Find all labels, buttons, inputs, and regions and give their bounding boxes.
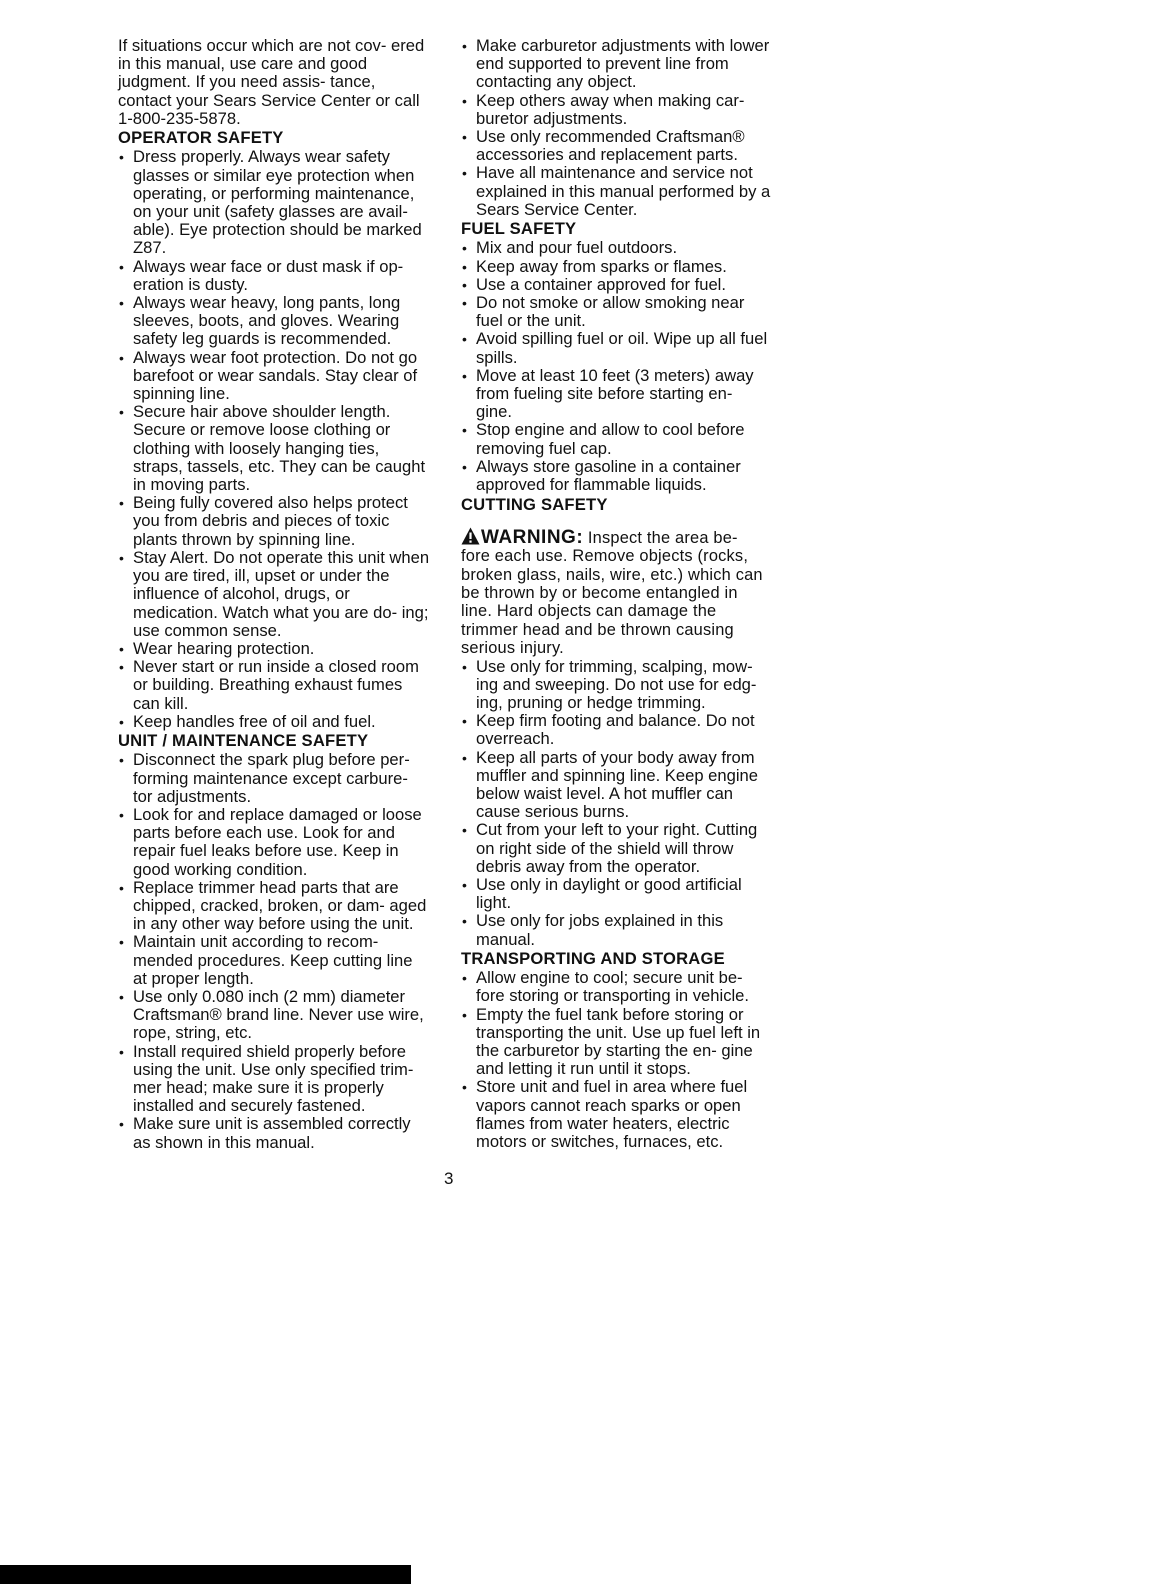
list-item: • Allow engine to cool; secure unit be- fore storing or transporting in vehicle.	[461, 969, 771, 1005]
cutting-safety-list	[461, 658, 771, 949]
operator-safety-heading: OPERATOR SAFETY	[118, 128, 284, 148]
list-item: • Always wear face or dust mask if op- eration is dusty.	[118, 258, 430, 294]
warning-block	[461, 527, 771, 658]
left-column	[118, 37, 430, 1152]
list-item: • Never start or run inside a closed room or building. Breathing exhaust fumes can kill.	[118, 658, 430, 713]
list-item: • Maintain unit according to recom- mended procedures. Keep cutting line at proper length.	[118, 933, 430, 988]
list-item: • Wear hearing protection.	[118, 640, 430, 658]
page-number: 3	[444, 1169, 454, 1188]
list-item: • Mix and pour fuel outdoors.	[461, 239, 771, 257]
list-item: • Look for and replace damaged or loose parts before each use. Look for and repair fuel leaks before use. Keep in good working condition.	[118, 806, 430, 879]
list-item: • Keep handles free of oil and fuel.	[118, 713, 430, 731]
transporting-storage-heading: TRANSPORTING AND STORAGE	[461, 948, 725, 968]
list-item: • Cut from your left to your right. Cutting on right side of the shield will throw debris away from the operator.	[461, 821, 771, 876]
list-item: • Stay Alert. Do not operate this unit when you are tired, ill, upset or under the influence of alcohol, drugs, or medication. Watch what you are do- ing; use common sense.	[118, 549, 430, 640]
list-item: • Keep all parts of your body away from muffler and spinning line. Keep engine below waist level. A hot muffler can cause serious burns.	[461, 749, 771, 822]
list-item: • Secure hair above shoulder length. Secure or remove loose clothing or clothing with loosely hanging ties, straps, tassels, etc. They can be caught in moving parts.	[118, 403, 430, 494]
list-item: • Use only for jobs explained in this manual.	[461, 912, 771, 948]
unit-maintenance-list-left	[118, 751, 430, 1151]
list-item: • Keep others away when making car- buretor adjustments.	[461, 92, 771, 128]
list-item: • Always wear foot protection. Do not go barefoot or wear sandals. Stay clear of spinning line.	[118, 349, 430, 404]
list-item: • Keep firm footing and balance. Do not overreach.	[461, 712, 771, 748]
list-item: • Have all maintenance and service not explained in this manual performed by a Sears Service Center.	[461, 164, 771, 219]
list-item: • Being fully covered also helps protect you from debris and pieces of toxic plants thrown by spinning line.	[118, 494, 430, 549]
unit-maintenance-list-right	[461, 37, 771, 219]
list-item: • Always store gasoline in a container approved for flammable liquids.	[461, 458, 771, 494]
footer-bar	[0, 1565, 411, 1584]
cutting-safety-heading: CUTTING SAFETY	[461, 495, 608, 515]
list-item: • Avoid spilling fuel or oil. Wipe up all fuel spills.	[461, 330, 771, 366]
warning-triangle-icon	[461, 527, 480, 545]
warning-text: Inspect the area be- fore each use. Remove objects (rocks, broken glass, nails, wire, etc.) which can be thrown by or become entangled in line. Hard objects can damage the trimmer head and be thrown causing serious injury.	[461, 528, 763, 658]
list-item: • Use only for trimming, scalping, mow- ing and sweeping. Do not use for edg- ing, pruning or hedge trimming.	[461, 658, 771, 713]
list-item: • Use only recommended Craftsman® accessories and replacement parts.	[461, 128, 771, 164]
warning-label: WARNING:	[481, 526, 584, 548]
list-item: • Install required shield properly before using the unit. Use only specified trim- mer head; make sure it is properly installed and securely fastened.	[118, 1043, 430, 1116]
list-item: • Always wear heavy, long pants, long sleeves, boots, and gloves. Wearing safety leg guards is recommended.	[118, 294, 430, 349]
list-item: • Store unit and fuel in area where fuel vapors cannot reach sparks or open flames from water heaters, electric motors or switches, furnaces, etc.	[461, 1078, 771, 1151]
right-column	[461, 37, 771, 1151]
list-item: • Use a container approved for fuel.	[461, 276, 771, 294]
fuel-safety-heading: FUEL SAFETY	[461, 219, 577, 239]
list-item: • Do not smoke or allow smoking near fuel or the unit.	[461, 294, 771, 330]
intro-paragraph: If situations occur which are not cov- ered in this manual, use care and good judgment. If you need assis- tance, contact your Sears Service Center or call 1-800-235-5878.	[118, 36, 425, 128]
operator-safety-list	[118, 148, 430, 731]
list-item: • Replace trimmer head parts that are chipped, cracked, broken, or dam- aged in any other way before using the unit.	[118, 879, 430, 934]
list-item: • Make sure unit is assembled correctly as shown in this manual.	[118, 1115, 430, 1151]
list-item: • Empty the fuel tank before storing or transporting the unit. Use up fuel left in the carburetor by starting the en- gine and letting it run until it stops.	[461, 1006, 771, 1079]
list-item: • Disconnect the spark plug before per- forming maintenance except carbure- tor adjustments.	[118, 751, 430, 806]
unit-maintenance-heading: UNIT / MAINTENANCE SAFETY	[118, 730, 369, 750]
list-item: • Stop engine and allow to cool before removing fuel cap.	[461, 421, 771, 457]
list-item: • Dress properly. Always wear safety glasses or similar eye protection when operating, or performing maintenance, on your unit (safety glasses are avail- able). Eye protection should be marked Z87.	[118, 148, 430, 257]
list-item: • Use only 0.080 inch (2 mm) diameter Craftsman® brand line. Never use wire, rope, string, etc.	[118, 988, 430, 1043]
list-item: • Make carburetor adjustments with lower end supported to prevent line from contacting any object.	[461, 37, 771, 92]
fuel-safety-list	[461, 239, 771, 494]
list-item: • Move at least 10 feet (3 meters) away from fueling site before starting en- gine.	[461, 367, 771, 422]
list-item: • Use only in daylight or good artificial light.	[461, 876, 771, 912]
list-item: • Keep away from sparks or flames.	[461, 258, 771, 276]
transporting-storage-list	[461, 969, 771, 1151]
